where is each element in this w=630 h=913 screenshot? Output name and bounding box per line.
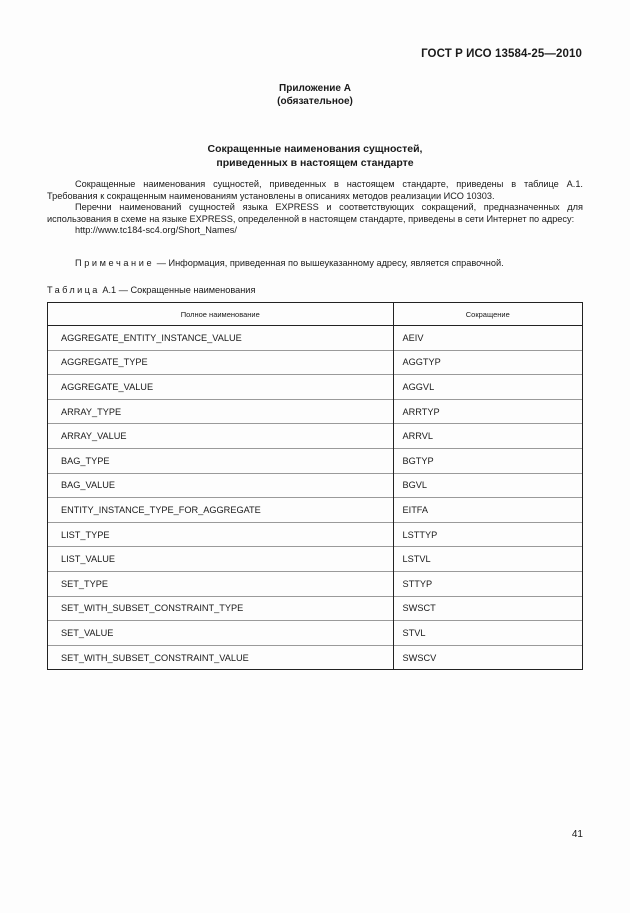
- annex-status: (обязательное): [277, 96, 353, 107]
- annex-heading: [0, 82, 630, 108]
- section-title-line-1: Сокращенные наименования сущностей,: [207, 143, 423, 155]
- entity-abbreviation: BGTYP: [393, 448, 582, 473]
- table-row: [48, 399, 583, 424]
- table-header-row: [48, 303, 583, 326]
- section-title: [0, 142, 630, 170]
- entity-abbreviation: LSTTYP: [393, 522, 582, 547]
- entity-full-name: SET_WITH_SUBSET_CONSTRAINT_TYPE: [48, 596, 394, 621]
- table-row: [48, 596, 583, 621]
- entity-full-name: BAG_TYPE: [48, 448, 394, 473]
- table-row: [48, 350, 583, 375]
- entity-abbreviation: ARRVL: [393, 424, 582, 449]
- entity-abbreviation: AEIV: [393, 326, 582, 351]
- table-row: [48, 375, 583, 400]
- table-row: [48, 571, 583, 596]
- table-row: [48, 473, 583, 498]
- entity-abbreviation: AGGTYP: [393, 350, 582, 375]
- section-title-line-2: приведенных в настоящем стандарте: [216, 157, 414, 169]
- annex-title: Приложение А: [279, 83, 351, 94]
- table-caption: [47, 284, 255, 296]
- body-text: [47, 179, 583, 237]
- paragraph-2: Перечни наименований сущностей языка EXPRESS и соответствующих сокращений, предназначенных для использования в схеме на языке EXPRESS, определенной в настоящем стандарте, приведены в сети Интернет по адресу:: [47, 202, 583, 224]
- note-text: — Информация, приведенная по вышеуказанному адресу, является справочной.: [154, 258, 504, 268]
- entity-abbreviation: STVL: [393, 621, 582, 646]
- table-caption-label: Таблица: [47, 285, 100, 295]
- table-row: [48, 645, 583, 670]
- note: [47, 257, 583, 269]
- table-row: [48, 547, 583, 572]
- entity-abbreviation: ARRTYP: [393, 399, 582, 424]
- table-row: [48, 522, 583, 547]
- entity-full-name: ARRAY_TYPE: [48, 399, 394, 424]
- page-number: 41: [571, 829, 583, 840]
- table-row: [48, 448, 583, 473]
- table-caption-text: А.1 — Сокращенные наименования: [99, 285, 256, 295]
- table-row: [48, 424, 583, 449]
- entity-abbreviation: SWSCV: [393, 645, 582, 670]
- entity-full-name: AGGREGATE_ENTITY_INSTANCE_VALUE: [48, 326, 394, 351]
- note-label: Примечание: [75, 258, 155, 268]
- entity-full-name: BAG_VALUE: [48, 473, 394, 498]
- table-row: [48, 326, 583, 351]
- internet-address: http://www.tc184-sc4.org/Short_Names/: [75, 225, 237, 236]
- table-row: [48, 498, 583, 523]
- entity-abbreviation: BGVL: [393, 473, 582, 498]
- paragraph-1: Сокращенные наименования сущностей, приведенных в настоящем стандарте, приведены в таблице А.1. Требования к сокращенным наименованиям установлены в описаниях методов реализации ИСО 10303.: [47, 179, 583, 201]
- entity-abbreviation: SWSCT: [393, 596, 582, 621]
- entity-full-name: SET_WITH_SUBSET_CONSTRAINT_VALUE: [48, 645, 394, 670]
- column-header-abbreviation: Сокращение: [393, 303, 582, 326]
- short-names-table: [47, 302, 583, 670]
- entity-abbreviation: LSTVL: [393, 547, 582, 572]
- entity-abbreviation: STTYP: [393, 571, 582, 596]
- table-row: [48, 621, 583, 646]
- entity-abbreviation: AGGVL: [393, 375, 582, 400]
- entity-full-name: AGGREGATE_VALUE: [48, 375, 394, 400]
- entity-full-name: ENTITY_INSTANCE_TYPE_FOR_AGGREGATE: [48, 498, 394, 523]
- entity-full-name: SET_VALUE: [48, 621, 394, 646]
- entity-full-name: LIST_VALUE: [48, 547, 394, 572]
- column-header-full-name: Полное наименование: [48, 303, 394, 326]
- document-code: ГОСТ Р ИСО 13584-25—2010: [421, 48, 582, 60]
- table-body: [48, 326, 583, 670]
- entity-full-name: SET_TYPE: [48, 571, 394, 596]
- entity-abbreviation: EITFA: [393, 498, 582, 523]
- entity-full-name: LIST_TYPE: [48, 522, 394, 547]
- entity-full-name: ARRAY_VALUE: [48, 424, 394, 449]
- entity-full-name: AGGREGATE_TYPE: [48, 350, 394, 375]
